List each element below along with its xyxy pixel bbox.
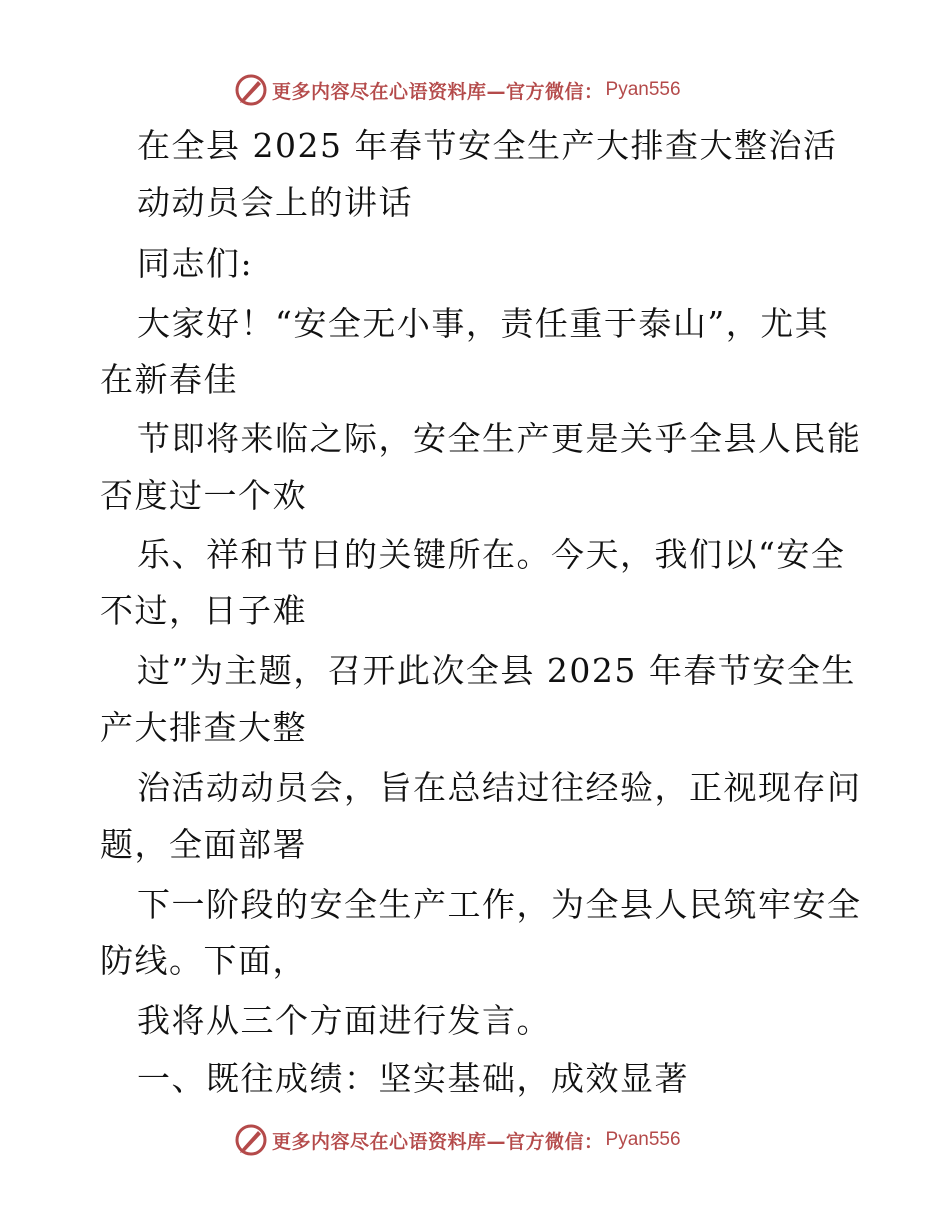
paragraph-line: 大家好！“安全无小事，责任重于泰山”，尤其 xyxy=(137,304,830,343)
watermark-text: 更多内容尽在心语资料库—官方微信： xyxy=(272,80,604,103)
paragraph-line: 治活动动员会，旨在总结过往经验，正视现存问 xyxy=(137,768,862,807)
paragraph-line: 防线。下面， xyxy=(100,941,307,980)
paragraph-line: 我将从三个方面进行发言。 xyxy=(137,1001,551,1040)
watermark-text: 更多内容尽在心语资料库—官方微信： xyxy=(272,1130,604,1153)
paragraph-line: 否度过一个欢 xyxy=(100,476,307,515)
watermark-banner-bottom xyxy=(234,1122,681,1158)
paragraph-line: 产大排查大整 xyxy=(100,708,307,747)
paragraph-line: 节即将来临之际，安全生产更是关乎全县人民能 xyxy=(137,419,862,458)
document-title-line-1: 在全县 2025 年春节安全生产大排查大整治活 xyxy=(137,126,838,165)
paragraph-line: 在新春佳 xyxy=(100,360,238,399)
paragraph-line: 乐、祥和节日的关键所在。今天，我们以“安全 xyxy=(137,535,846,574)
paragraph-line: 过”为主题，召开此次全县 2025 年春节安全生 xyxy=(137,651,856,690)
watermark-account: Pyan556 xyxy=(605,79,681,100)
watermark-banner-top xyxy=(234,72,681,108)
quill-logo-icon xyxy=(234,73,268,107)
document-title-line-2: 动动员会上的讲话 xyxy=(137,183,413,222)
section-heading: 一、既往成绩：坚实基础，成效显著 xyxy=(137,1059,689,1098)
salutation: 同志们: xyxy=(137,244,254,283)
watermark-account: Pyan556 xyxy=(605,1129,681,1150)
quill-logo-icon xyxy=(234,1123,268,1157)
paragraph-line: 不过，日子难 xyxy=(100,591,307,630)
paragraph-line: 下一阶段的安全生产工作，为全县人民筑牢安全 xyxy=(137,885,862,924)
paragraph-line: 题，全面部署 xyxy=(100,825,307,864)
